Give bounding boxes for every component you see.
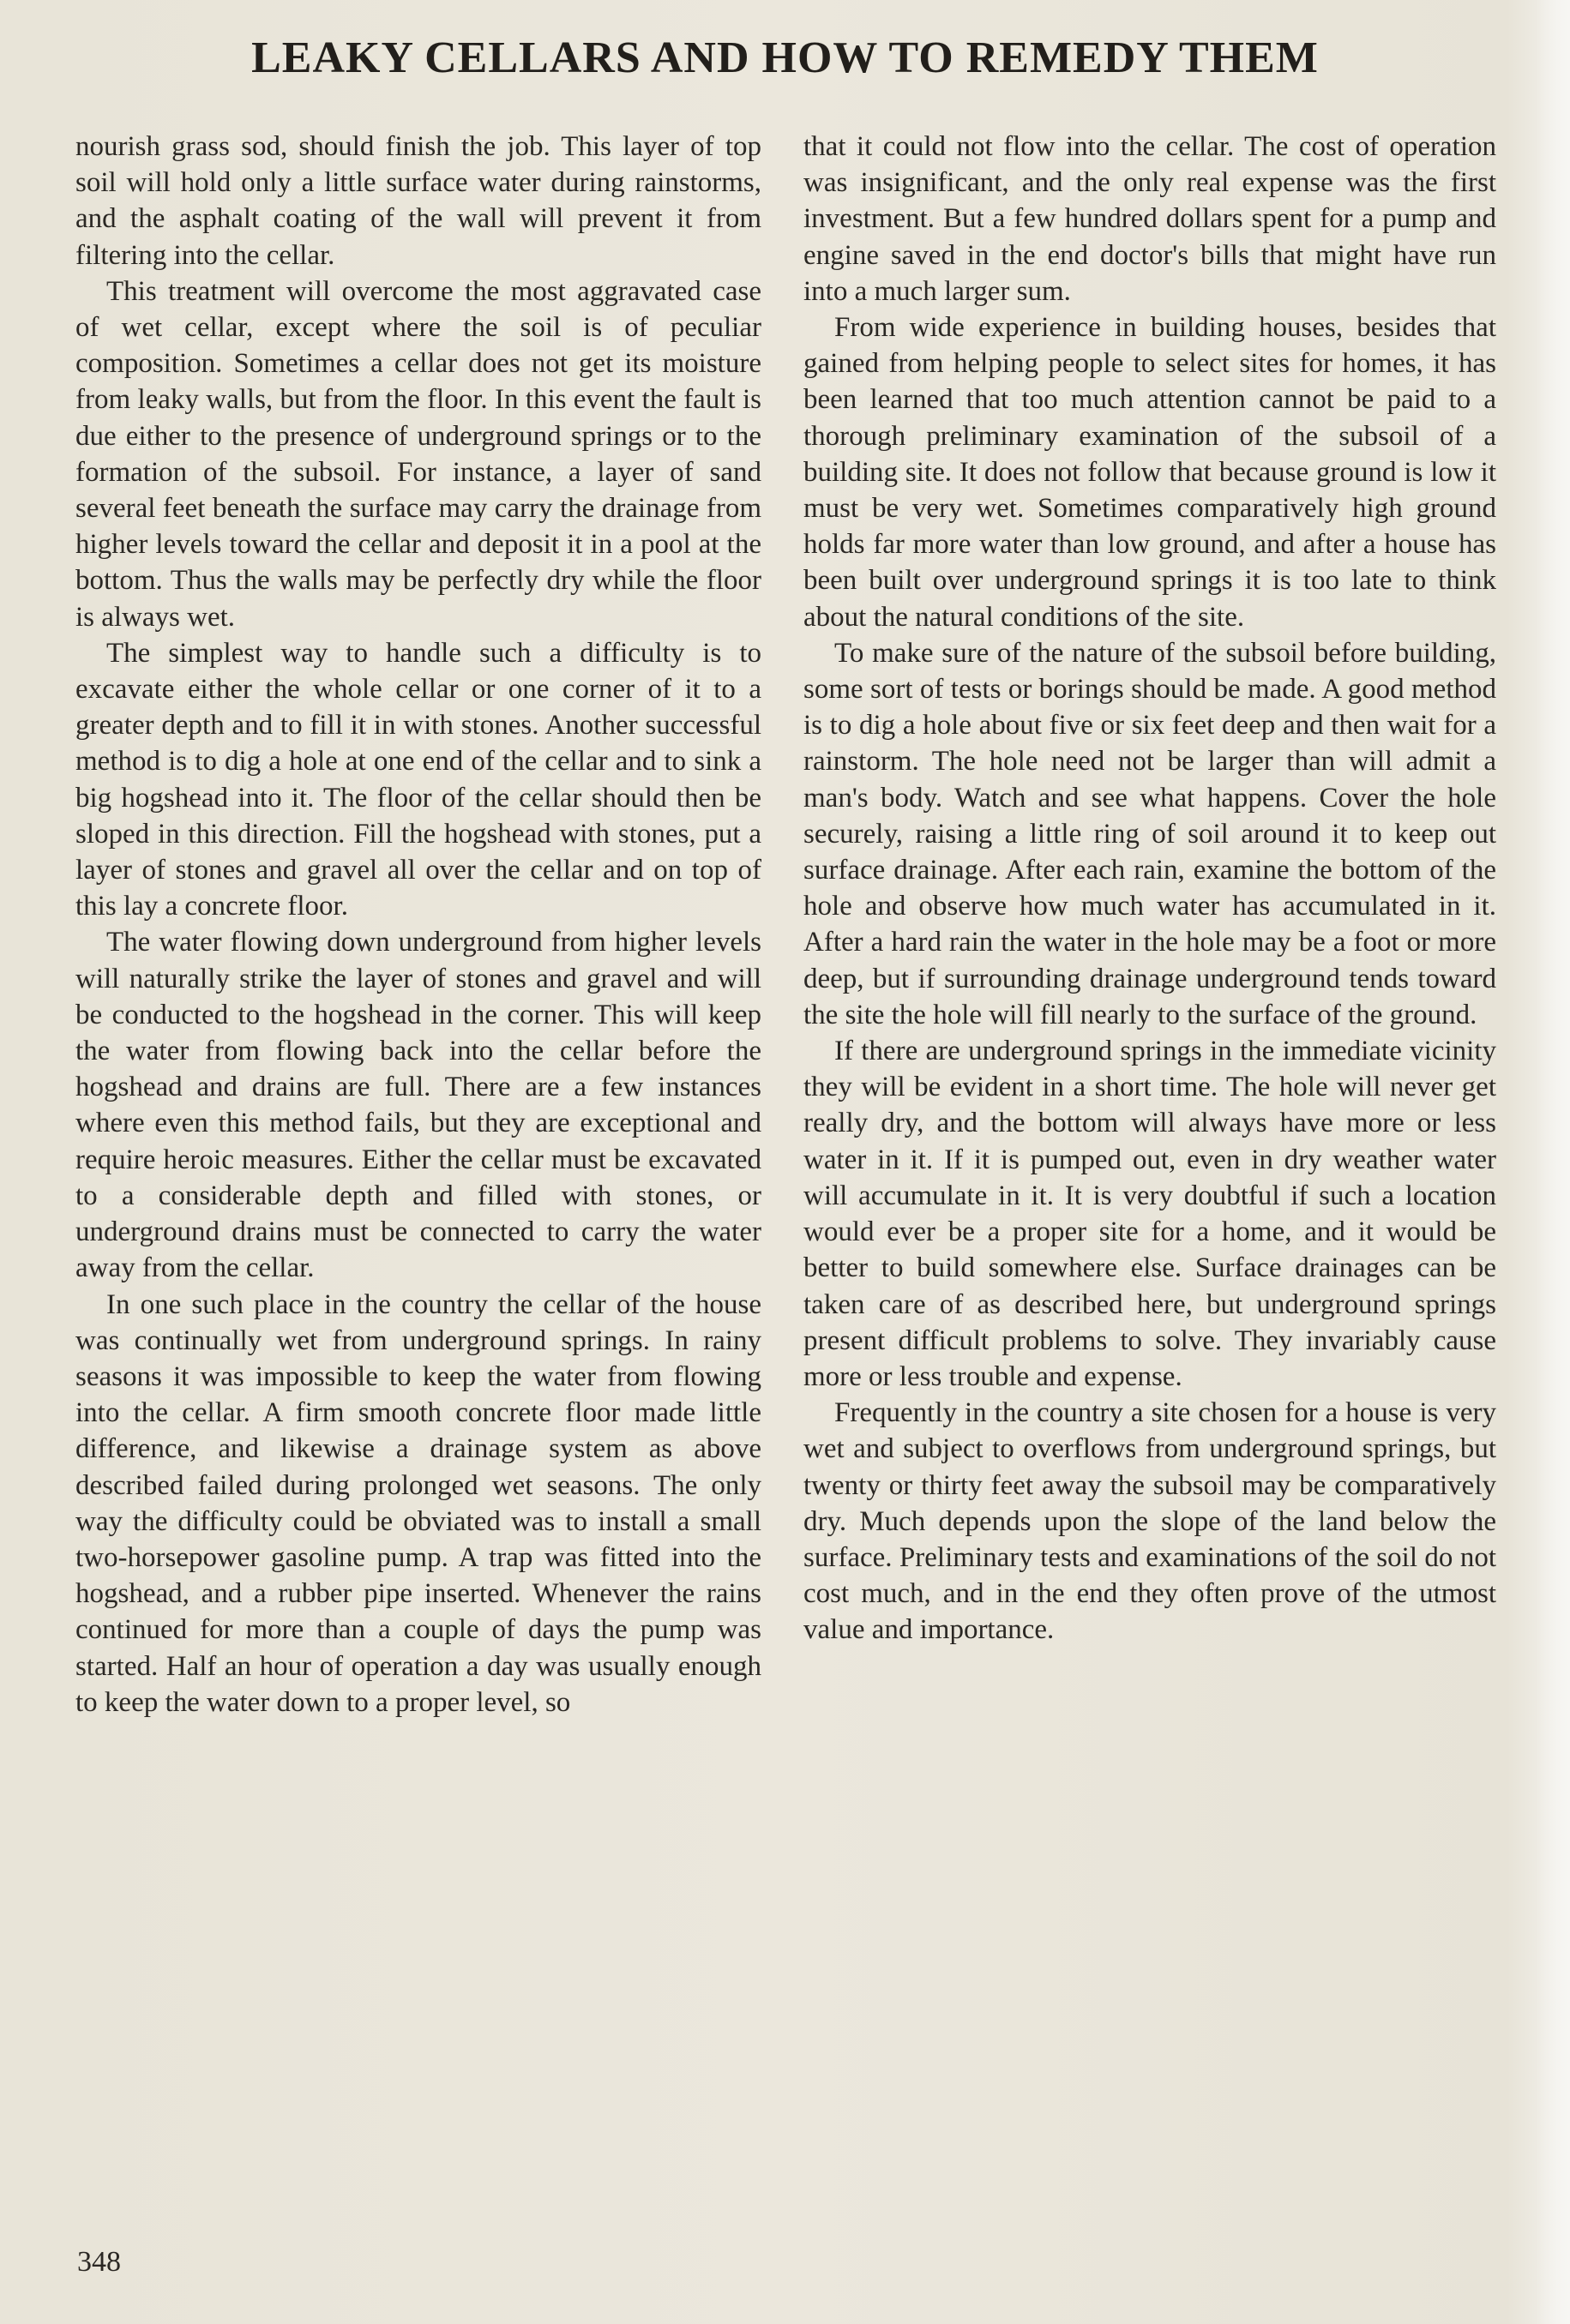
left-text-column xyxy=(75,129,761,1720)
page-edge xyxy=(1536,0,1570,2324)
page-title: LEAKY CELLARS AND HOW TO REMEDY THEM xyxy=(251,33,1319,82)
paragraph: nourish grass sod, should finish the job. This layer of top soil will hold only a little surface water during rainstorms, and the asphalt coating of the wall will prevent it from filtering into the cellar. xyxy=(75,131,761,271)
paragraph: This treatment will overcome the most aggravated case of wet cellar, except where the soil is of peculiar composition. Sometimes a cellar does not get its moisture from leaky walls, but from the floor. In this event the fault is due either to the presence of underground springs or to the formation of the subsoil. For instance, a layer of sand several feet beneath the surface may carry the drainage from higher levels toward the cellar and deposit it in a pool at the bottom. Thus the walls may be perfectly dry while the floor is always wet. xyxy=(75,275,761,633)
paragraph: To make sure of the nature of the subsoil before building, some sort of tests or borings should be made. A good method is to dig a hole about five or six feet deep and then wait for a rainstorm. The hole need not be larger than will admit a man's body. Watch and see what happens. Cover the hole securely, raising a little ring of soil around it to keep out surface drainage. After each rain, examine the bottom of the hole and observe how much water has accumulated in it. After a hard rain the water in the hole may be a foot or more deep, but if surrounding drainage underground tends toward the site the hole will fill nearly to the surface of the ground. xyxy=(803,637,1496,1030)
right-text-column xyxy=(803,129,1496,1648)
page-number: 348 xyxy=(77,2246,121,2278)
paragraph: Frequently in the country a site chosen for a house is very wet and subject to overflows from underground springs, but twenty or thirty feet away the subsoil may be comparatively dry. Much depends upon the slope of the land below the surface. Preliminary tests and examinations of the soil do not cost much, and in the end they often prove of the utmost value and importance. xyxy=(803,1397,1496,1646)
paragraph: If there are underground springs in the immediate vicinity they will be evident in a short time. The hole will never get really dry, and the bottom will always have more or less water in it. If it is pumped out, even in dry weather water will accumulate in it. It is very doubtful if such a location would ever be a proper site for a home, and it would be better to build somewhere else. Surface drainages can be taken care of as described here, but underground springs present difficult problems to solve. They invariably cause more or less trouble and expense. xyxy=(803,1036,1496,1392)
paragraph: The simplest way to handle such a difficulty is to excavate either the whole cellar or one corner of it to a greater depth and to fill it in with stones. Another successful method is to dig a hole at one end of the cellar and to sink a big hogshead into it. The floor of the cellar should then be sloped in this direction. Fill the hogshead with stones, put a layer of stones and gravel all over the cellar and on top of this lay a concrete floor. xyxy=(75,637,761,922)
paragraph: From wide experience in building houses, besides that gained from helping people to select sites for homes, it has been learned that too much attention cannot be paid to a thorough preliminary examination of the subsoil of a building site. It does not follow that because ground is low it must be very wet. Sometimes comparatively high ground holds far more water than low ground, and after a house has been built over underground springs it is too late to think about the natural conditions of the site. xyxy=(803,312,1496,633)
paragraph: that it could not flow into the cellar. The cost of operation was insignificant, and the only real expense was the first investment. But a few hundred dollars spent for a pump and engine saved in the end doctor's bills that might have run into a much larger sum. xyxy=(803,131,1496,307)
paragraph: In one such place in the country the cellar of the house was continually wet from underground springs. In rainy seasons it was impossible to keep the water from flowing into the cellar. A firm smooth concrete floor made little difference, and likewise a drainage system as above described failed during prolonged wet seasons. The only way the difficulty could be obviated was to install a small two-horsepower gasoline pump. A trap was fitted into the hogshead, and a rubber pipe inserted. Whenever the rains continued for more than a couple of days the pump was started. Half an hour of operation a day was usually enough to keep the water down to a proper level, so xyxy=(75,1288,761,1718)
paragraph: The water flowing down underground from higher levels will naturally strike the layer of stones and gravel and will be conducted to the hogshead in the corner. This will keep the water from flowing back into the cellar before the hogshead and drains are full. There are a few instances where even this method fails, but they are exceptional and require heroic measures. Either the cellar must be excavated to a considerable depth and filled with stones, or underground drains must be connected to carry the water away from the cellar. xyxy=(75,927,761,1284)
